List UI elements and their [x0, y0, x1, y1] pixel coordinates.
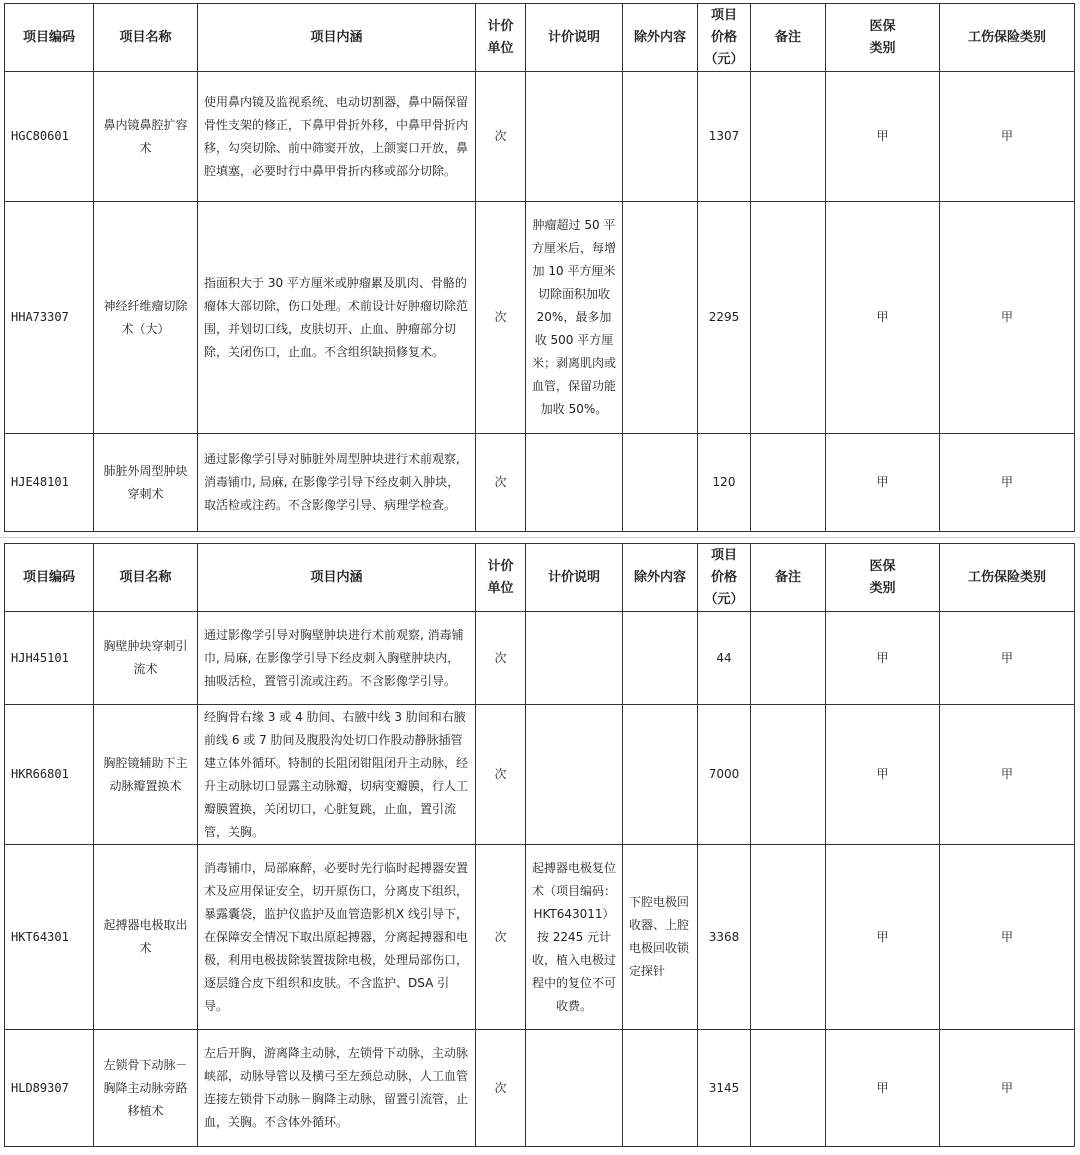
cell-name: 胸壁肿块穿刺引流术 — [94, 612, 198, 705]
header-unit — [476, 4, 526, 72]
cell-excluded — [623, 202, 698, 434]
header-insurance-line1: 医保 — [869, 558, 896, 574]
header-injury: 工伤保险类别 — [940, 544, 1075, 612]
cell-code: HKT64301 — [5, 845, 94, 1030]
cell-content: 指面积大于 30 平方厘米或肿瘤累及肌肉、骨骼的瘤体大部切除，伤口处理。术前设计好肿瘤切除范围，并划切口线，皮肤切开、止血、肿瘤部分切除，关闭伤口，止血。不含组织缺损修复术。 — [198, 202, 476, 434]
cell-content: 左后开胸，游离降主动脉，左锁骨下动脉，主动脉峡部，动脉导管以及横弓至左颈总动脉，人工血管连接左锁骨下动脉－胸降主动脉，留置引流管，止血，关胸。不含体外循环。 — [198, 1030, 476, 1147]
header-unit-line2: 单位 — [487, 40, 514, 56]
header-price — [698, 4, 751, 72]
header-insurance-line2: 类别 — [869, 40, 896, 56]
cell-injury: 甲 — [940, 434, 1075, 532]
cell-price: 120 — [698, 434, 751, 532]
header-remark: 备注 — [751, 544, 826, 612]
cell-content: 消毒铺巾，局部麻醉，必要时先行临时起搏器安置术及应用保证安全，切开原伤口，分离皮下组织，暴露囊袋，监护仪监护及血管造影机X 线引导下，在保障安全情况下取出原起搏器，分离起搏器和电极，利用电极拔除装置拔除电极，处理局部伤口，逐层缝合皮下组织和皮肤。不含监护、DSA 引导。 — [198, 845, 476, 1030]
cell-note — [526, 705, 623, 845]
table-row — [5, 845, 1075, 1030]
cell-name: 胸腔镜辅助下主动脉瓣置换术 — [94, 705, 198, 845]
cell-unit: 次 — [476, 845, 526, 1030]
cell-injury: 甲 — [940, 845, 1075, 1030]
table-row — [5, 72, 1075, 202]
header-content: 项目内涵 — [198, 4, 476, 72]
header-price-line1: 项目 — [710, 547, 737, 563]
cell-remark — [751, 434, 826, 532]
cell-code: HJE48101 — [5, 434, 94, 532]
cell-remark — [751, 202, 826, 434]
cell-excluded: 下腔电极回收器、上腔电极回收锁定探针 — [623, 845, 698, 1030]
cell-unit: 次 — [476, 434, 526, 532]
table-row — [5, 705, 1075, 845]
cell-note — [526, 1030, 623, 1147]
header-unit-line1: 计价 — [487, 18, 514, 34]
cell-injury: 甲 — [940, 705, 1075, 845]
cell-remark — [751, 1030, 826, 1147]
header-name: 项目名称 — [94, 4, 198, 72]
header-code: 项目编码 — [5, 544, 94, 612]
header-price-line2: 价格 — [710, 569, 737, 585]
header-insurance — [826, 544, 940, 612]
cell-unit: 次 — [476, 612, 526, 705]
header-unit — [476, 544, 526, 612]
header-row — [5, 544, 1075, 612]
header-name: 项目名称 — [94, 544, 198, 612]
header-excluded: 除外内容 — [623, 4, 698, 72]
cell-content: 使用鼻内镜及监视系统、电动切割器，鼻中隔保留骨性支架的修正，下鼻甲骨折外移，中鼻甲骨折内移，勾突切除、前中筛窦开放，上颌窦口开放，鼻腔填塞，必要时行中鼻甲骨折内移或部分切除。 — [198, 72, 476, 202]
cell-price: 3368 — [698, 845, 751, 1030]
header-row — [5, 4, 1075, 72]
header-insurance — [826, 4, 940, 72]
header-note: 计价说明 — [526, 4, 623, 72]
cell-price: 1307 — [698, 72, 751, 202]
cell-code: HHA73307 — [5, 202, 94, 434]
cell-excluded — [623, 72, 698, 202]
table-row — [5, 202, 1075, 434]
fee-table-1 — [4, 3, 1075, 532]
cell-excluded — [623, 434, 698, 532]
header-insurance-line1: 医保 — [869, 18, 896, 34]
cell-remark — [751, 845, 826, 1030]
cell-content: 经胸骨右缘 3 或 4 肋间、右腋中线 3 肋间和右腋前线 6 或 7 肋间及腹股沟处切口作股动静脉插管建立体外循环。特制的长阻闭钳阻闭升主动脉，经升主动脉切口显露主动脉瓣，切病变瓣膜，行人工瓣膜置换，关闭切口，心脏复跳，止血，置引流管，关胸。 — [198, 705, 476, 845]
header-insurance-line2: 类别 — [869, 580, 896, 596]
header-code: 项目编码 — [5, 4, 94, 72]
cell-price: 44 — [698, 612, 751, 705]
header-injury: 工伤保险类别 — [940, 4, 1075, 72]
cell-name: 鼻内镜鼻腔扩容术 — [94, 72, 198, 202]
page-separator — [0, 537, 1080, 538]
cell-insurance: 甲 — [826, 612, 940, 705]
cell-code: HKR66801 — [5, 705, 94, 845]
cell-note: 起搏器电极复位术（项目编码：HKT643011）按 2245 元计收，植入电极过程中的复位不可收费。 — [526, 845, 623, 1030]
cell-insurance: 甲 — [826, 202, 940, 434]
cell-unit: 次 — [476, 1030, 526, 1147]
cell-note — [526, 72, 623, 202]
header-price-line2: 价格 — [710, 29, 737, 45]
header-content: 项目内涵 — [198, 544, 476, 612]
cell-excluded — [623, 705, 698, 845]
cell-note: 肿瘤超过 50 平方厘米后，每增加 10 平方厘米切除面积加收 20%，最多加收 500 平方厘米；剥离肌肉或血管，保留功能加收 50%。 — [526, 202, 623, 434]
header-price — [698, 544, 751, 612]
header-price-line3: （元） — [704, 591, 744, 607]
cell-insurance: 甲 — [826, 434, 940, 532]
cell-remark — [751, 705, 826, 845]
cell-name: 左锁骨下动脉－胸降主动脉旁路移植术 — [94, 1030, 198, 1147]
cell-insurance: 甲 — [826, 72, 940, 202]
cell-code: HJH45101 — [5, 612, 94, 705]
table-row — [5, 434, 1075, 532]
header-price-line3: （元） — [704, 51, 744, 67]
cell-insurance: 甲 — [826, 845, 940, 1030]
cell-price: 3145 — [698, 1030, 751, 1147]
header-excluded: 除外内容 — [623, 544, 698, 612]
cell-price: 2295 — [698, 202, 751, 434]
cell-content: 通过影像学引导对肺脏外周型肿块进行术前观察, 消毒铺巾, 局麻, 在影像学引导下经皮刺入肿块，取活检或注药。不含影像学引导、病理学检查。 — [198, 434, 476, 532]
fee-table-2 — [4, 543, 1075, 1147]
cell-name: 肺脏外周型肿块穿刺术 — [94, 434, 198, 532]
header-note: 计价说明 — [526, 544, 623, 612]
cell-insurance: 甲 — [826, 705, 940, 845]
cell-unit: 次 — [476, 202, 526, 434]
cell-remark — [751, 72, 826, 202]
cell-injury: 甲 — [940, 202, 1075, 434]
cell-name: 神经纤维瘤切除术（大） — [94, 202, 198, 434]
cell-note — [526, 434, 623, 532]
cell-unit: 次 — [476, 705, 526, 845]
header-unit-line2: 单位 — [487, 580, 514, 596]
cell-name: 起搏器电极取出术 — [94, 845, 198, 1030]
cell-code: HGC80601 — [5, 72, 94, 202]
cell-note — [526, 612, 623, 705]
header-remark: 备注 — [751, 4, 826, 72]
cell-remark — [751, 612, 826, 705]
table-row — [5, 1030, 1075, 1147]
cell-excluded — [623, 1030, 698, 1147]
cell-injury: 甲 — [940, 1030, 1075, 1147]
cell-injury: 甲 — [940, 612, 1075, 705]
cell-code: HLD89307 — [5, 1030, 94, 1147]
cell-insurance: 甲 — [826, 1030, 940, 1147]
cell-unit: 次 — [476, 72, 526, 202]
header-price-line1: 项目 — [710, 7, 737, 23]
header-unit-line1: 计价 — [487, 558, 514, 574]
cell-excluded — [623, 612, 698, 705]
cell-injury: 甲 — [940, 72, 1075, 202]
cell-price: 7000 — [698, 705, 751, 845]
table-row — [5, 612, 1075, 705]
cell-content: 通过影像学引导对胸壁肿块进行术前观察, 消毒铺巾, 局麻, 在影像学引导下经皮刺入胸壁肿块内，抽吸活检，置管引流或注药。不含影像学引导。 — [198, 612, 476, 705]
